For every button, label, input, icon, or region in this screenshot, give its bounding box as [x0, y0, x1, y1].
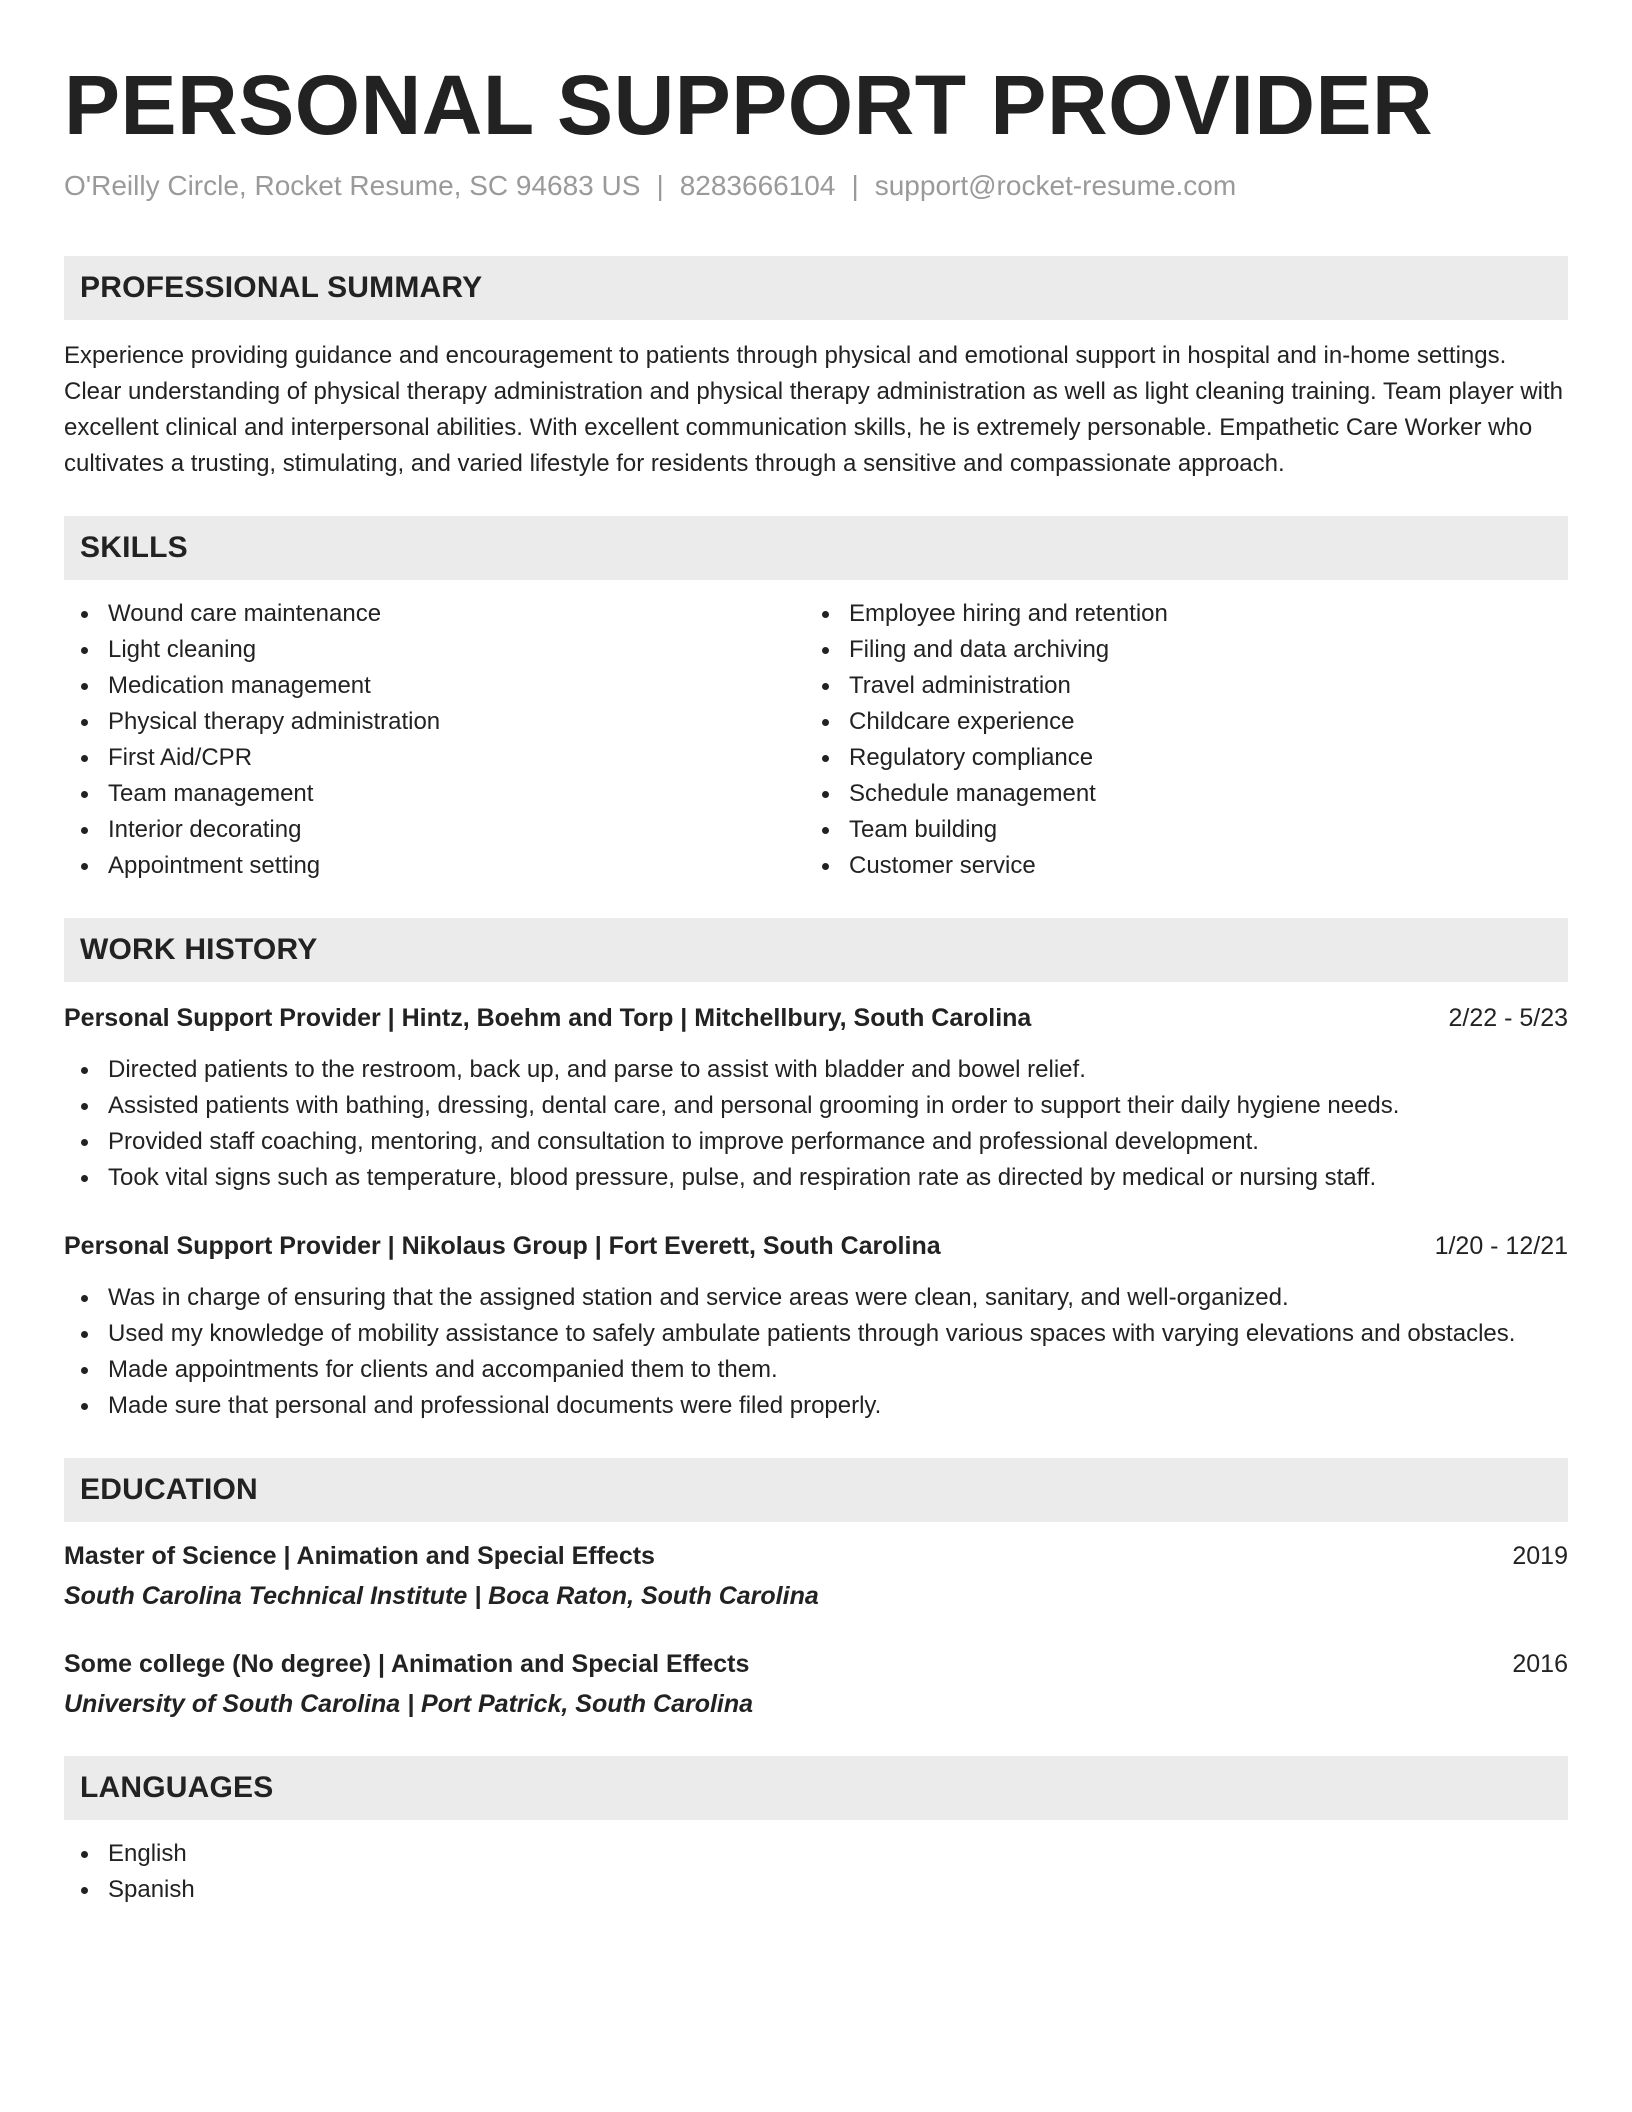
- section-heading-skills: SKILLS: [64, 516, 1568, 580]
- education-degree: Some college (No degree) | Animation and Special Effects: [64, 1650, 750, 1678]
- education-header: [64, 1646, 1568, 1682]
- list-item: Schedule management: [805, 776, 1546, 812]
- list-item: Team building: [805, 812, 1546, 848]
- contact-separator: |: [851, 170, 859, 201]
- education-school: South Carolina Technical Institute | Boca Raton, South Carolina: [64, 1582, 819, 1610]
- education-year: 2019: [1512, 1542, 1568, 1570]
- list-item: Wound care maintenance: [64, 596, 805, 632]
- contact-separator: |: [656, 170, 664, 201]
- job-dates: 2/22 - 5/23: [1448, 1004, 1568, 1032]
- list-item: Made appointments for clients and accompanied them to them.: [64, 1352, 1568, 1388]
- section-heading-summary: PROFESSIONAL SUMMARY: [64, 256, 1568, 320]
- education-year: 2016: [1512, 1650, 1568, 1678]
- job-entry: [64, 1000, 1568, 1196]
- list-item: Directed patients to the restroom, back up, and parse to assist with bladder and bowel relief.: [64, 1052, 1568, 1088]
- job-header: [64, 1228, 1568, 1264]
- list-item: Assisted patients with bathing, dressing, dental care, and personal grooming in order to support their daily hygiene needs.: [64, 1088, 1568, 1124]
- list-item: Used my knowledge of mobility assistance to safely ambulate patients through various spaces with varying elevations and obstacles.: [64, 1316, 1568, 1352]
- education-entry: [64, 1538, 1568, 1614]
- list-item: Provided staff coaching, mentoring, and consultation to improve performance and professional development.: [64, 1124, 1568, 1160]
- list-item: Medication management: [64, 668, 805, 704]
- section-heading-languages: LANGUAGES: [64, 1756, 1568, 1820]
- contact-line: [64, 168, 1568, 204]
- education-degree: Master of Science | Animation and Special Effects: [64, 1542, 655, 1570]
- list-item: Made sure that personal and professional documents were filed properly.: [64, 1388, 1568, 1424]
- list-item: First Aid/CPR: [64, 740, 805, 776]
- list-item: Light cleaning: [64, 632, 805, 668]
- list-item: Was in charge of ensuring that the assigned station and service areas were clean, sanitary, and well-organized.: [64, 1280, 1568, 1316]
- job-header: [64, 1000, 1568, 1036]
- list-item: Appointment setting: [64, 848, 805, 884]
- skills-list: [64, 596, 1568, 884]
- list-item: Spanish: [64, 1872, 1568, 1908]
- list-item: Team management: [64, 776, 805, 812]
- job-title: Personal Support Provider | Nikolaus Group | Fort Everett, South Carolina: [64, 1232, 941, 1260]
- list-item: English: [64, 1836, 1568, 1872]
- job-dates: 1/20 - 12/21: [1434, 1232, 1568, 1260]
- contact-address: O'Reilly Circle, Rocket Resume, SC 94683 US: [64, 170, 641, 201]
- education-school: University of South Carolina | Port Patrick, South Carolina: [64, 1690, 754, 1718]
- list-item: Travel administration: [805, 668, 1546, 704]
- skills-column-right: [805, 596, 1546, 884]
- resume-page: [64, 56, 1568, 1908]
- summary-text: Experience providing guidance and encouragement to patients through physical and emotional support in hospital and in-home settings. Clear understanding of physical therapy administration and physical therapy administration as well as light cleaning training. Team player with excellent clinical and interpersonal abilities. With excellent communication skills, he is extremely personable. Empathetic Care Worker who cultivates a trusting, stimulating, and varied lifestyle for residents through a sensitive and compassionate approach.: [64, 342, 1564, 477]
- contact-email: support@rocket-resume.com: [874, 170, 1237, 201]
- list-item: Customer service: [805, 848, 1546, 884]
- education-header: [64, 1538, 1568, 1574]
- page-title: PERSONAL SUPPORT PROVIDER: [64, 58, 1434, 152]
- job-duties: [64, 1052, 1568, 1196]
- skills-column-left: [64, 596, 805, 884]
- job-duties: [64, 1280, 1568, 1424]
- list-item: Interior decorating: [64, 812, 805, 848]
- list-item: Childcare experience: [805, 704, 1546, 740]
- list-item: Physical therapy administration: [64, 704, 805, 740]
- job-entry: [64, 1228, 1568, 1424]
- list-item: Employee hiring and retention: [805, 596, 1546, 632]
- list-item: Filing and data archiving: [805, 632, 1546, 668]
- list-item: Took vital signs such as temperature, blood pressure, pulse, and respiration rate as directed by medical or nursing staff.: [64, 1160, 1568, 1196]
- section-heading-education: EDUCATION: [64, 1458, 1568, 1522]
- section-heading-work-history: WORK HISTORY: [64, 918, 1568, 982]
- languages-list: [64, 1836, 1568, 1908]
- list-item: Regulatory compliance: [805, 740, 1546, 776]
- job-title: Personal Support Provider | Hintz, Boehm and Torp | Mitchellbury, South Carolina: [64, 1004, 1032, 1032]
- contact-phone: 8283666104: [679, 170, 836, 201]
- education-entry: [64, 1646, 1568, 1722]
